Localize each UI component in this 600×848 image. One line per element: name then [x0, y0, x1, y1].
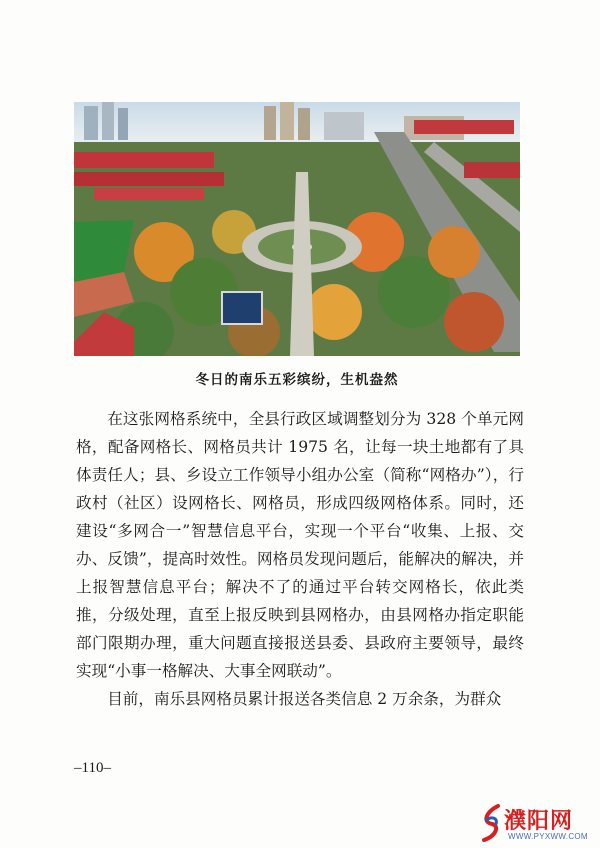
swirl-logo-icon: [478, 802, 504, 842]
watermark-name: 濮阳网: [504, 809, 574, 834]
watermark-url: WWW.PYXWW.COM: [508, 832, 588, 841]
article-body: [76, 405, 524, 713]
page-number: –110–: [74, 760, 111, 776]
aerial-park-photo: [74, 102, 520, 356]
photo-caption: 冬日的南乐五彩缤纷，生机盎然: [195, 372, 399, 388]
paragraph: 在这张网格系统中，全县行政区域调整划分为 328 个单元网格，配备网格长、网格员共计 1975 名，让每一块土地都有了具体责任人；县、乡设立工作领导小组办公室（简称“网格办”），行政村（社区）设网格长、网格员，形成四级网格体系。同时，还建设“多网合一”智慧信息平台，实现一个平台“收集、上报、交办、反馈”，提高时效性。网格员发现问题后，能解决的解决，并上报智慧信息平台；解决不了的通过平台转交网格长，依此类推，分级处理，直至上报反映到县网格办，由县网格办指定职能部门限期办理，重大问题直接报送县委、县政府主要领导，最终实现“小事一格解决、大事全网联动”。: [76, 410, 524, 680]
site-watermark: [478, 800, 598, 846]
paragraph: 目前，南乐县网格员累计报送各类信息 2 万余条，为群众: [107, 690, 502, 708]
aerial-park-photo-icon: [74, 102, 520, 356]
